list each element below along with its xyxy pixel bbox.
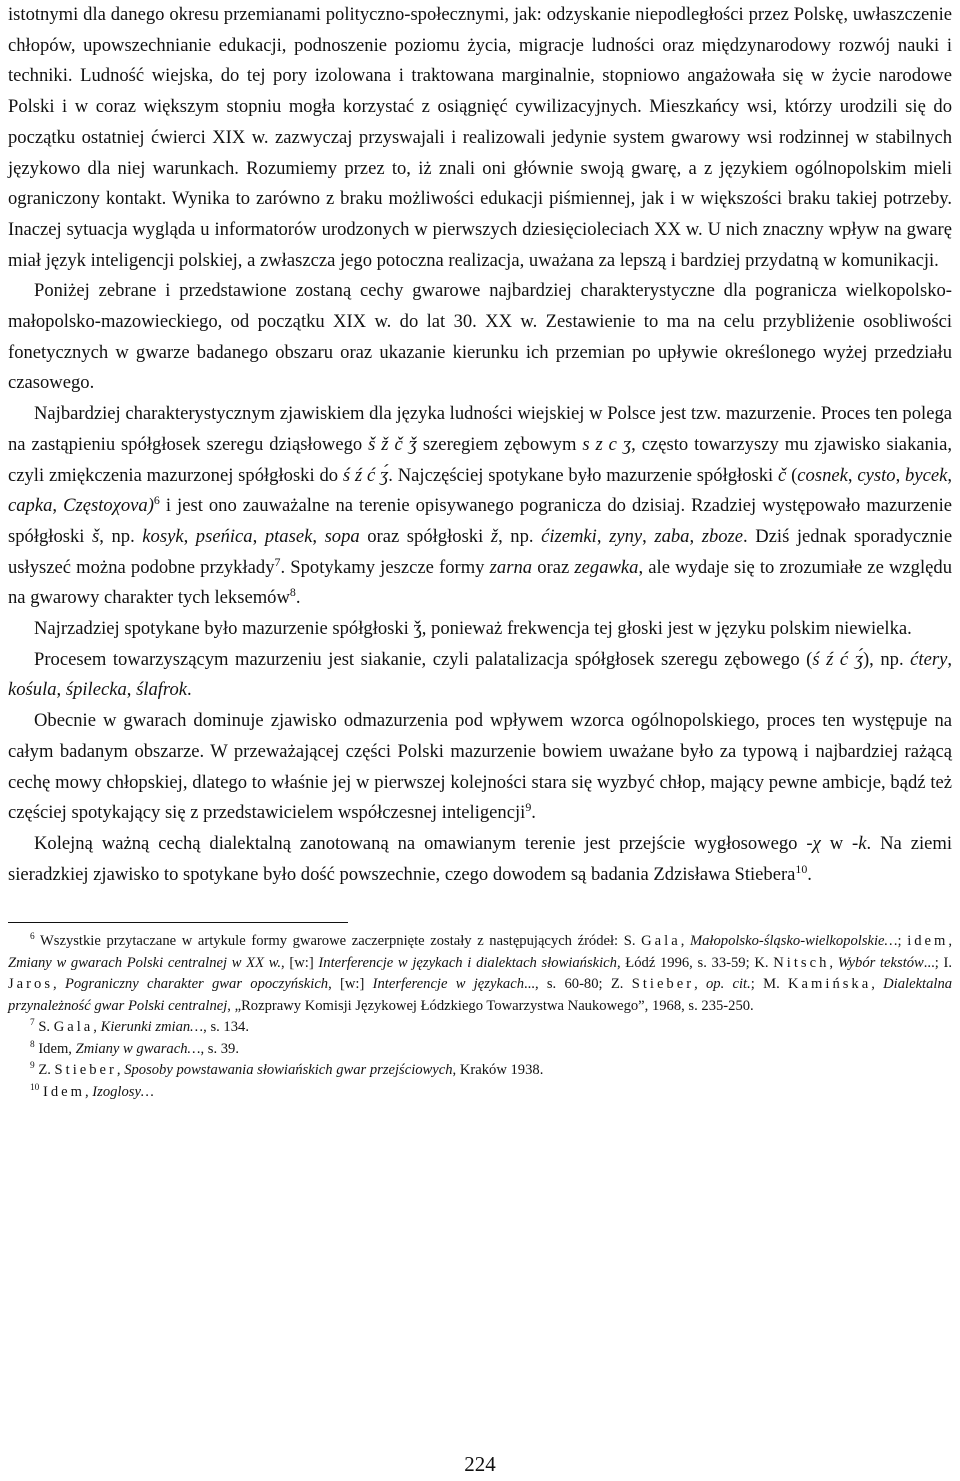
italic-text: Zmiany w gwarach Polski centralnej w XX w. [8,954,282,971]
footnote-ref: 7 [274,554,281,569]
footnote-ref: 6 [30,932,35,943]
italic-text: op. cit. [706,976,751,993]
text-run: ; [897,933,908,950]
text-run: , [93,1019,101,1036]
italic-text: Pograniczny charakter gwar opoczyńskich [64,976,329,993]
italic-text: capka [8,495,53,517]
text-run: , [w:] [281,954,319,971]
text-run: Najbardziej charakterystycznym zjawiskiem dla języka ludności wiejskiej w Polsce jest tzw. mazurzenie. Proces ten polega na zastąpieniu spółgłosek szeregu dziąsłowego [8,403,952,455]
italic-text: Sposoby powstawania słowiańskich gwar przejściowych [124,1062,453,1079]
text-run: . Spotykamy jeszcze formy [280,556,490,578]
italic-text: ptasek [264,525,313,547]
italic-text: χ [812,832,821,854]
text-run: , np. [498,525,542,547]
italic-text: ćizemki [541,525,597,547]
text-run: , [52,495,64,517]
italic-text: č [778,464,787,486]
text-run: Najrzadziej spotykane było mazurzenie spółgłoski ǯ, ponieważ frekwencja tej głoski jest w języku polskim niewielka. [34,618,912,640]
text-run: , [847,464,858,486]
text-run: , [116,1062,125,1079]
text-run: , często towarzyszy mu zjawisko siakania, czyli zmiękczenia mazurzonej spółgłoski do [8,433,952,486]
text-run: , Kraków 1938. [452,1062,544,1079]
author-name: Stieber [631,976,695,993]
text-run: , Łódź 1996, s. 33-59; K. [616,954,774,971]
italic-text: ślafrok [136,679,188,701]
italic-text: Interferencje w językach [372,976,524,993]
main-text [8,0,952,890]
footnote-ref: 8 [30,1040,35,1051]
italic-text: kośula [8,679,57,701]
text-run: . Dziś jednak sporadycznie usłyszeć można podobne przykłady [8,525,953,578]
paragraph [8,399,952,614]
italic-text: ś ź ć ʒ́ [342,464,389,486]
text-run: ), np. [862,648,911,670]
footnote-ref: 10 [30,1083,40,1094]
text-run: , ale wydaje się to zrozumiałe ze względu na gwarowy charakter tych leksemów [8,556,952,609]
author-name: Nitsch [773,954,830,971]
text-run: , s. 39. [200,1040,239,1057]
text-run: Idem, [34,1040,76,1057]
footnote-ref: 9 [30,1061,35,1072]
text-run: , [947,648,952,670]
footnote [8,1060,952,1082]
italic-text: zaba [654,525,690,547]
text-run: , [183,525,196,547]
author-name: idem [907,933,949,950]
italic-text: k [858,832,867,854]
author-name: Jaros [8,976,53,993]
author-name: Gala [641,933,681,950]
italic-text: Małopolsko-śląsko-wielkopolskie… [689,933,898,950]
text-run: , [312,525,325,547]
text-run: , [126,679,137,701]
page-number: 224 [464,1452,496,1476]
author-name: Kamińska [788,976,872,993]
text-run: , [829,954,838,971]
italic-text: bycek [905,464,948,486]
text-run: . Najczęściej spotykane było mazurzenie spółgłoski [388,464,779,486]
italic-text: Izoglosy… [92,1083,154,1100]
text-run: , [56,679,66,701]
footnote-ref: 10 [795,861,808,876]
italic-text: Interferencje w językach i dialektach słowiańskich [318,954,617,971]
italic-text: śpilecka [65,679,127,701]
italic-text: s z c ʒ [582,433,632,455]
text-run: i jest ono zauważalne na terenie opisywanego pogranicza do dzisiaj. Rzadziej występowało mazurzenie spółgłoski [8,495,953,547]
paragraph [8,706,952,829]
italic-text: Częstoχova) [63,495,154,517]
footnotes [8,931,952,1103]
text-run: . [187,679,192,701]
author-name: Idem [42,1083,85,1100]
text-run: ..., s. 60-80; Z. [524,976,632,993]
footnote-ref: 8 [289,585,296,600]
italic-text: ž [490,525,499,547]
paragraph [8,614,952,645]
footnote-separator [8,922,348,923]
italic-text: Kierunki zmian… [100,1019,204,1036]
italic-text: kosyk [142,525,184,547]
text-run: , [642,525,655,547]
text-run: w - [820,832,859,854]
text-run: Procesem towarzyszącym mazurzeniu jest siakanie, czyli palatalizacja spółgłosek szeregu zębowego ( [34,648,813,670]
text-run: , [680,933,690,950]
italic-text: Wybór tekstów [837,954,924,971]
footnote-ref: 6 [153,493,160,508]
paragraph [8,645,952,706]
footnote [8,1039,952,1061]
author-name: Gala [53,1019,94,1036]
paragraph [8,0,952,276]
text-run: , [596,525,610,547]
italic-text: zyny [609,525,643,547]
text-run: , [948,933,953,950]
text-run: Kolejną ważną cechą dialektalną zanotowaną na omawianym terenie jest przejście wygłosowego - [34,832,813,854]
text-run: szeregiem zębowym [416,433,583,455]
text-run: , [895,464,906,486]
italic-text: Zmiany w gwarach… [75,1040,201,1057]
text-run: , [947,464,953,486]
text-run: . Na ziemi sieradzkiej zjawisko to spotykane było dość powszechnie, czego dowodem są badania Zdzisława Stiebera [8,832,952,885]
italic-text: sopa [324,525,360,547]
text-run: . [531,802,536,824]
text-run: , [871,976,884,993]
text-run: , [84,1083,93,1100]
footnote [8,1017,952,1039]
italic-text: pseńica [195,525,253,547]
footnote [8,931,952,1017]
text-run: , [689,525,702,547]
text-run: Poniżej zebrane i przedstawione zostaną cechy gwarowe najbardziej charakterystyczne dla pogranicza wielkopolsko-małopolsko-mazowieckiego, od początku XIX w. do lat 30. XX w. Zestawienie to ma na celu przybliżenie osobliwości fonetycznych w gwarze badanego obszaru oraz ukazanie kierunku ich przemian po upływie określonego wyżej przedziału czasowego. [8,280,952,394]
text-run: , „Rozprawy Komisji Językowej Łódzkiego Towarzystwa Naukowego”, 1968, s. 235-250. [227,997,754,1014]
footnote [8,1082,952,1104]
text-run: , [w:] [328,976,373,993]
text-run: , [252,525,265,547]
text-run: Wszystkie przytaczane w artykule formy gwarowe zaczerpnięte zostały z następujących źródeł: S. [34,933,642,950]
text-run: S. [34,1019,54,1036]
text-run: . [295,587,301,609]
text-run: , [53,976,65,993]
text-run: , [694,976,706,993]
italic-text: š ž č ǯ [368,433,417,455]
paragraph [8,829,952,890]
author-name: Stieber [54,1062,117,1079]
text-run: ...; I. [923,954,952,971]
footnote-ref: 7 [30,1018,35,1029]
text-run: . [807,863,812,885]
text-run: ( [786,464,798,486]
text-run: , np. [99,525,143,547]
text-run: oraz spółgłoski [359,525,491,547]
italic-text: cosnek [797,464,848,486]
italic-text: cysto [857,464,896,486]
text-run: , s. 134. [203,1019,249,1036]
text-run: Z. [34,1062,55,1079]
italic-text: ćtery [910,648,948,670]
text-run: Obecnie w gwarach dominuje zjawisko odmazurzenia pod wpływem wzorca ogólnopolskiego, proces ten występuje na całym badanym obszarze. W przeważającej części Polski mazurzenie bowiem uważane było za typową i najbardziej rażącą cechę mowy chłopskiej, dlatego to właśnie jej w pierwszej kolejności stara się wyzbyć chłop, mający pewne ambicje, bądź też częściej spotykający się z przedstawicielem współczesnej inteligencji [8,710,952,824]
italic-text: zboze [701,525,744,547]
footnote-ref: 9 [525,800,532,815]
italic-text: š [92,525,100,547]
italic-text: zarna [489,556,533,578]
text-run: oraz [532,556,575,578]
italic-text: ś ź ć ʒ́ [812,648,863,670]
document-page [8,0,952,1103]
italic-text: Dialektalna przynależność gwar Polski centralnej [8,976,953,1014]
text-run: ; M. [750,976,789,993]
italic-text: zegawka [574,556,639,578]
paragraph [8,276,952,399]
text-run: istotnymi dla danego okresu przemianami polityczno-społecznymi, jak: odzyskanie niepodległości przez Polskę, uwłaszczenie chłopów, upowszechnianie edukacji, podnoszenie poziomu życia, migracje ludności oraz międzynarodowy rozwój nauki i techniki. Ludność wiejska, do tej pory izolowana i traktowana marginalnie, stopniowo angażowała się w życie narodowe Polski i w coraz większym stopniu mogła korzystać z osiągnięć cywilizacyjnych. Mieszkańcy wsi, którzy urodzili się do początku ostatniej ćwierci XIX w. zazwyczaj przyswajali i realizowali jedynie system gwarowy wsi rodzinnej w stabilnych językowo dla niej warunkach. Rozumiemy przez to, iż znali oni głównie swoją gwarę, a z językiem ogólnopolskim mieli ograniczony kontakt. Wynika to zarówno z braku możliwości edukacji piśmiennej, jak i w większości braku takiej potrzeby. Inaczej sytuacja wygląda u informatorów urodzonych w pierwszych dziesięcioleciach XX w. U nich znaczny wpływ na gwarę miał język inteligencji polskiej, a zwłaszcza jego potoczna realizacja, uważana za lepszą i bardziej przydatną w komunikacji. [8,4,952,271]
